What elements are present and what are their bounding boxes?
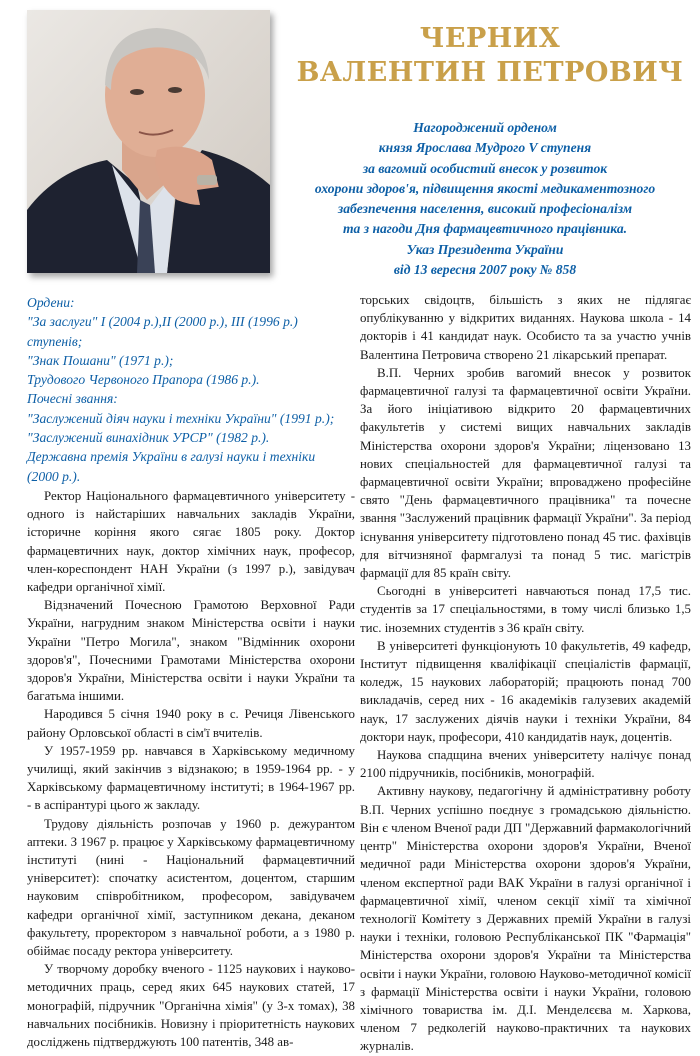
bio-paragraph: У творчому доробку вченого - 1125 наукових і науково-методичних праць, серед яких 645 наукових статей, 17 монографій, підручник "Органічна хімія" (у 3-х томах), 38 навчальних посібників. Новизну і пріоритетність наукових досліджень підтверджують 100 патентів, 348 ав- [27, 962, 355, 1050]
name-surname: ЧЕРНИХ [419, 23, 561, 54]
orders-line: Ордени: [27, 295, 75, 310]
bio-paragraph: Сьогодні в університеті навчаються понад 17,5 тис. студентів за 17 спеціальностями, в тому числі близько 1,5 тис. іноземних студентів з 36 країн світу. [360, 584, 691, 635]
orders-line: Трудового Червоного Прапора (1986 р.). [27, 372, 260, 388]
orders-line: "Заслужений діяч науки і техніки України" (1991 р.); [27, 410, 335, 426]
bio-paragraph: Ректор Національного фармацевтичного університету - одного із найстаріших навчальних закладів України, історичне коріння якого сягає 1805 року. Доктор фармацевтичних наук, доктор хімічних наук, професор, член-кореспондент НАН України (з 1997 р.), завідувач кафедри органічної хімії. [27, 489, 355, 595]
bio-paragraph: Трудову діяльність розпочав у 1960 р. дежурантом аптеки. З 1967 р. працює у Харківському фармацевтичному інституті (нині - Національний фармацевтичний університет): спочатку асистентом, доцентом, старшим науковим співробітником, професором, завідувачем кафедри органічної хімії, заступником декана, деканом факультету, проректором з навчальної роботи, а з 1980 р. обіймає посаду ректора університету. [27, 816, 355, 959]
bio-paragraph: Наукова спадщина вчених університету налічує понад 2100 підручників, посібників, монографій. [360, 748, 691, 781]
award-line: забезпечення населення, високий професіоналізм [337, 201, 633, 217]
person-name [290, 22, 690, 90]
orders-line: Почесні звання: [27, 391, 118, 407]
orders-line: (2000 р.). [27, 468, 81, 484]
bio-paragraph: Активну наукову, педагогічну й адміністративну роботу В.П. Черних успішно поєднує з громадською діяльністю. Він є членом Вченої ради ДП "Державний фармакологічний центр" Міністерства охорони здоров'я України, Вченої медичної ради Міністерства охорони здоров'я України, членом експертної ради ВАК України в галузі органічної і фармацевтичної хімії, членом секції хімії та хімічної технології Комітету з Державних премій України в галузі науки і техніки, головою Республіканської ПК "Фармація" Міністерства охорони здоров'я України та Міністерства освіти і науки України, головою Науково-методичної комісії з фармації Міністерства освіти і науки України, головою хімічного товариства ім. Д.І. Менделєєва м. Харкова, членом 7 редколегій науково-практичних та наукових журналів. [360, 784, 691, 1054]
name-given: ВАЛЕНТИН ПЕТРОВИЧ [296, 57, 684, 88]
bio-paragraph: В.П. Черних зробив вагомий внесок у розвиток фармацевтичної галузі та фармацевтичної освіти України. За його ініціативою відкрито 20 фармацевтичних факультетів у системі вищих навчальних закладів Міністерства охорони здоров'я України; ліцензовано 13 нових спеціальностей для фармацевтичної галузі та фармацевтичної освіти України; впроваджено професійне свято "День фармацевтичного працівника" та почесне звання "Заслужений працівник фармації України". За період існування університету підготовлено понад 45 тис. фахівців для вітчизняної фармгалузі та понад 5 тис. магістрів фармації для 85 країн світу. [360, 365, 691, 581]
award-line: Указ Президента України [406, 241, 564, 257]
award-line: за вагомий особистий внесок у розвиток [362, 160, 608, 176]
orders-line: ступенів; [27, 333, 83, 349]
orders-line: Державна премія України в галузі науки і техніки [27, 449, 316, 465]
orders-line: "За заслуги" I (2004 р.),II (2000 р.), III (1996 р.) [27, 314, 298, 330]
award-line: князя Ярослава Мудрого V ступеня [378, 140, 592, 156]
bio-continuation: торських свідоцтв, більшість з яких не підлягає опублікуванню у відкритих виданнях. Наукова школа - 14 докторів і 41 кандидат наук. Особисто та за участю учнів Валентина Петровича створено 21 лікарський препарат. [360, 293, 691, 362]
bio-paragraph: Відзначений Почесною Грамотою Верховної Ради України, нагрудним знаком Міністерства освіти і науки України "Петро Могила", знаком "Відмінник охорони здоров'я", Почесними Грамотами Міністерства охорони здоров'я України, Міністерства освіти і науки України та багатьма іншими. [27, 598, 355, 704]
award-line: та з нагоди Дня фармацевтичного працівника. [342, 221, 628, 237]
orders-and-titles [27, 293, 357, 486]
orders-line: "Заслужений винахідник УРСР" (1982 р.). [27, 430, 270, 446]
award-line: охорони здоров'я, підвищення якості медикаментозного [314, 180, 656, 196]
bio-paragraph: Народився 5 січня 1940 року в с. Речиця Лівенського району Орловської області в сім'ї вчителів. [27, 707, 355, 740]
biography-right-column [360, 291, 691, 1056]
award-line: Нагороджений орденом [413, 120, 557, 135]
orders-line: "Знак Пошани" (1971 р.); [27, 352, 174, 368]
bio-paragraph: В університеті функціонують 10 факультетів, 49 кафедр, Інститут підвищення кваліфікації спеціалістів фармації, коледж, 15 наукових лабораторій; працюють понад 700 викладачів, серед них - 16 академіків галузевих академій наук, 17 заслужених діячів науки і техніки України, 84 доктори наук, професори, 410 кандидатів наук, доцентів. [360, 638, 691, 744]
biography-left-column [27, 487, 355, 1051]
award-statement [280, 118, 690, 280]
portrait-photo [27, 10, 270, 273]
bio-paragraph: У 1957-1959 рр. навчався в Харківському медичному училищі, який закінчив з відзнакою; в 1959-1964 рр. - у Харківському фармацевтичному інституті; в 1964-1967 рр. - в аспірантурі цього ж закладу. [27, 743, 355, 813]
award-line: від 13 вересня 2007 року № 858 [393, 262, 577, 278]
